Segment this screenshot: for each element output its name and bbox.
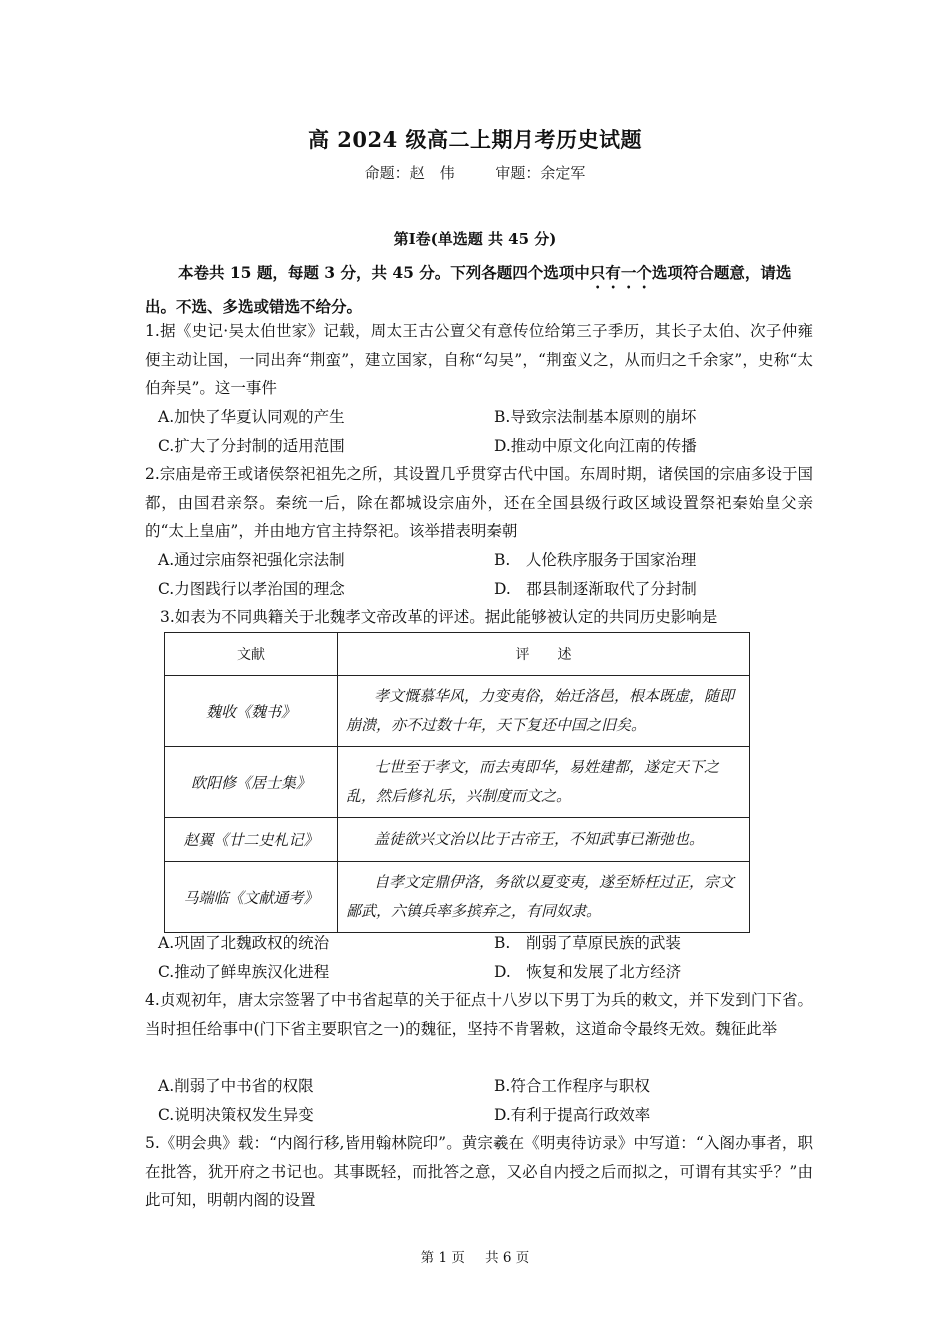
instr-emphasis: 只有一个: [589, 263, 652, 282]
option-a: A.削弱了中书省的权限: [158, 1077, 314, 1095]
source-cell: 欧阳修《居士集》: [165, 747, 338, 818]
option-b: B.符合工作程序与职权: [494, 1077, 650, 1095]
reviewer-label: 审题：余定军: [495, 164, 586, 182]
option-a: A.通过宗庙祭祀强化宗法制: [158, 551, 345, 569]
setter-label: 命题：赵 伟: [364, 164, 455, 182]
question-5-stem: 5.《明会典》载：“内阁行移,皆用翰林院印”。黄宗羲在《明夷待访录》中写道：“入阁办事者，职在批答，犹开府之书记也。其事既轻，而批答之意，又必自内授之后而拟之，可谓有其实乎？”由此可知，明朝内阁的设置: [145, 1134, 813, 1209]
option-d: D. 郡县制逐渐取代了分封制: [494, 579, 697, 598]
option-c: C.说明决策权发生异变: [158, 1105, 314, 1124]
option-c: C.推动了鲜卑族汉化进程: [158, 962, 330, 981]
option-b: B. 人伦秩序服务于国家治理: [494, 551, 697, 569]
comment-cell: 七世至于孝文，而去夷即华，易姓建都，遂定天下之乱，然后修礼乐，兴制度而文之。: [338, 747, 750, 818]
option-d: D.推动中原文化向江南的传播: [494, 436, 697, 455]
option-a: A.加快了华夏认同观的产生: [158, 408, 345, 426]
option-a: A.巩固了北魏政权的统治: [158, 934, 330, 952]
option-c: C.力图践行以孝治国的理念: [158, 579, 345, 598]
table-row: [165, 818, 750, 862]
comment-cell: 孝文慨慕华风，力变夷俗，始迁洛邑，根本既虚，随即崩溃，亦不过数十年，天下复还中国之旧矣。: [338, 676, 750, 747]
author-line: [0, 162, 950, 183]
source-cell: 魏收《魏书》: [165, 676, 338, 747]
instr-part-a: 本卷共 15 题，每题 3 分，共 45 分。下列各题四个选项中: [178, 263, 590, 282]
page-total: 共 6 页: [485, 1250, 530, 1266]
section-heading: 第Ⅰ卷(单选题 共 45 分): [393, 230, 557, 248]
table-row: [165, 747, 750, 818]
question-3-options: [158, 929, 818, 986]
instr-part-b: 选项符合题意，请选出。不选、多选或错选不给分。: [145, 263, 792, 316]
option-c: C.扩大了分封制的适用范围: [158, 436, 345, 455]
column-header-comment: 评 述: [338, 633, 750, 676]
question-2-options: [158, 546, 818, 603]
question-4-stem: 4.贞观初年，唐太宗签署了中书省起草的关于征点十八岁以下男丁为兵的敕文，并下发到门下省。当时担任给事中(门下省主要职官之一)的魏征，坚持不肯署敕，这道命令最终无效。魏征此举: [145, 991, 813, 1038]
question-3-stem: 3.如表为不同典籍关于北魏孝文帝改革的评述。据此能够被认定的共同历史影响是: [160, 608, 718, 626]
option-b: B.导致宗法制基本原则的崩坏: [494, 408, 697, 426]
source-table: [164, 632, 750, 933]
option-b: B. 削弱了草原民族的武装: [494, 934, 681, 952]
source-cell: 马端临《文献通考》: [165, 862, 338, 933]
table-row: [165, 862, 750, 933]
column-header-source: 文献: [165, 633, 338, 676]
page-number: 第 1 页: [420, 1250, 465, 1266]
option-d: D.有利于提高行政效率: [494, 1105, 651, 1124]
question-4-options: [158, 1072, 818, 1129]
source-cell: 赵翼《廿二史札记》: [165, 818, 338, 862]
option-d: D. 恢复和发展了北方经济: [494, 962, 682, 981]
page-footer: [0, 1246, 950, 1266]
table-header-row: [165, 633, 750, 676]
question-1-stem: 1.据《史记·吴太伯世家》记载，周太王古公亶父有意传位给第三子季历，其长子太伯、次子仲雍便主动让国，一同出奔“荆蛮”，建立国家，自称“勾吴”，“荆蛮义之，从而归之千余家”，史称“太伯奔吴”。这一事件: [145, 322, 813, 397]
table-row: [165, 676, 750, 747]
comment-cell: 盖徒欲兴文治以比于古帝王，不知武事已渐弛也。: [338, 818, 750, 862]
question-2-stem: 2.宗庙是帝王或诸侯祭祀祖先之所，其设置几乎贯穿古代中国。东周时期，诸侯国的宗庙多设于国都，由国君亲祭。秦统一后，除在都城设宗庙外，还在全国县级行政区域设置祭祀秦始皇父亲的“太上皇庙”，并由地方官主持祭祀。该举措表明秦朝: [145, 465, 813, 540]
question-1-options: [158, 403, 818, 460]
section-instructions: [145, 258, 813, 322]
comment-cell: 自孝文定鼎伊洛，务欲以夏变夷，遂至矫枉过正，宗文鄙武，六镇兵率多摈弃之，有同奴隶。: [338, 862, 750, 933]
exam-title: 高 2024 级高二上期月考历史试题: [307, 127, 643, 152]
